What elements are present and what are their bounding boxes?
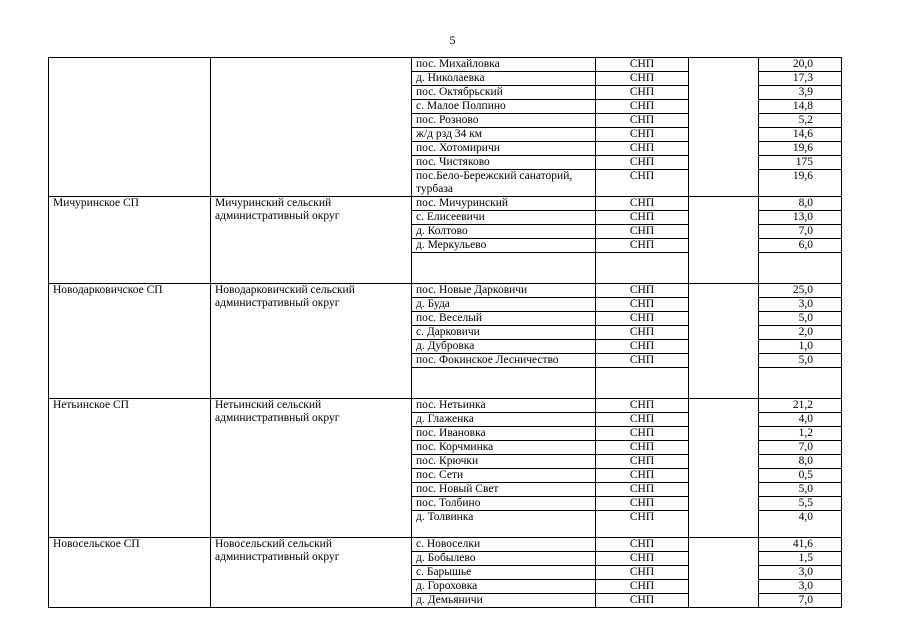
place-cell: пос. Михайловка: [412, 58, 596, 72]
type-cell: СНП: [596, 142, 689, 156]
type-cell: СНП: [596, 580, 689, 594]
sp-cell: Новодарковичское СП: [49, 284, 211, 399]
place-cell: пос. Мичуринский: [412, 197, 596, 211]
place-cell: [412, 368, 596, 399]
okrug-cell: Нетьинский сельский административный округ: [211, 399, 412, 538]
okrug-cell: [211, 58, 412, 197]
value-cell: 19,6: [759, 170, 842, 197]
value-cell: 5,5: [759, 497, 842, 511]
type-cell: СНП: [596, 298, 689, 312]
place-cell: пос. Хотомиричи: [412, 142, 596, 156]
value-cell: 14,6: [759, 128, 842, 142]
table-row: [49, 284, 842, 298]
place-cell: д. Меркульево: [412, 239, 596, 253]
empty-cell: [689, 399, 759, 538]
value-cell: 20,0: [759, 58, 842, 72]
type-cell: СНП: [596, 566, 689, 580]
value-cell: [759, 253, 842, 284]
type-cell: СНП: [596, 114, 689, 128]
place-cell: д. Демьяничи: [412, 594, 596, 608]
empty-cell: [689, 197, 759, 284]
type-cell: СНП: [596, 594, 689, 608]
type-cell: СНП: [596, 170, 689, 197]
value-cell: 7,0: [759, 441, 842, 455]
type-cell: СНП: [596, 511, 689, 538]
page-number: 5: [449, 33, 456, 47]
value-cell: 0,5: [759, 469, 842, 483]
empty-cell: [689, 284, 759, 399]
value-cell: 6,0: [759, 239, 842, 253]
value-cell: 5,2: [759, 114, 842, 128]
place-cell: пос. Крючки: [412, 455, 596, 469]
value-cell: 4,0: [759, 413, 842, 427]
value-cell: 5,0: [759, 483, 842, 497]
type-cell: СНП: [596, 354, 689, 368]
empty-cell: [689, 538, 759, 608]
place-cell: с. Малое Полпино: [412, 100, 596, 114]
value-cell: 41,6: [759, 538, 842, 552]
table-row: [49, 197, 842, 211]
value-cell: 3,0: [759, 580, 842, 594]
value-cell: 7,0: [759, 225, 842, 239]
type-cell: СНП: [596, 211, 689, 225]
place-cell: д. Николаевка: [412, 72, 596, 86]
place-cell: пос. Октябрьский: [412, 86, 596, 100]
value-cell: 7,0: [759, 594, 842, 608]
value-cell: 3,0: [759, 298, 842, 312]
value-cell: 1,2: [759, 427, 842, 441]
type-cell: СНП: [596, 128, 689, 142]
type-cell: СНП: [596, 340, 689, 354]
place-cell: с. Новоселки: [412, 538, 596, 552]
type-cell: СНП: [596, 86, 689, 100]
type-cell: СНП: [596, 469, 689, 483]
place-cell: д. Толвинка: [412, 511, 596, 538]
value-cell: 17,3: [759, 72, 842, 86]
place-cell: пос. Нетьинка: [412, 399, 596, 413]
place-cell: д. Буда: [412, 298, 596, 312]
value-cell: 13,0: [759, 211, 842, 225]
place-cell: пос. Новый Свет: [412, 483, 596, 497]
place-cell: пос. Сети: [412, 469, 596, 483]
type-cell: СНП: [596, 455, 689, 469]
value-cell: 3,0: [759, 566, 842, 580]
place-cell: пос. Фокинское Лесничество: [412, 354, 596, 368]
empty-cell: [689, 58, 759, 197]
type-cell: СНП: [596, 552, 689, 566]
settlements-table: [48, 57, 842, 608]
value-cell: 4,0: [759, 511, 842, 538]
type-cell: СНП: [596, 497, 689, 511]
okrug-cell: Новодарковичский сельский административный округ: [211, 284, 412, 399]
type-cell: СНП: [596, 239, 689, 253]
type-cell: СНП: [596, 312, 689, 326]
place-cell: д. Бобылево: [412, 552, 596, 566]
table-row: [49, 58, 842, 72]
type-cell: СНП: [596, 427, 689, 441]
sp-cell: [49, 58, 211, 197]
type-cell: СНП: [596, 538, 689, 552]
place-cell: пос. Розново: [412, 114, 596, 128]
sp-cell: Нетьинское СП: [49, 399, 211, 538]
type-cell: [596, 368, 689, 399]
place-cell: пос. Ивановка: [412, 427, 596, 441]
value-cell: 5,0: [759, 312, 842, 326]
place-cell: пос. Толбино: [412, 497, 596, 511]
type-cell: СНП: [596, 441, 689, 455]
value-cell: 2,0: [759, 326, 842, 340]
value-cell: 14,8: [759, 100, 842, 114]
value-cell: 25,0: [759, 284, 842, 298]
value-cell: 8,0: [759, 455, 842, 469]
place-cell: д. Дубровка: [412, 340, 596, 354]
place-cell: пос. Чистяково: [412, 156, 596, 170]
type-cell: СНП: [596, 156, 689, 170]
place-cell: с. Барышье: [412, 566, 596, 580]
type-cell: СНП: [596, 483, 689, 497]
value-cell: 1,5: [759, 552, 842, 566]
place-cell: пос. Веселый: [412, 312, 596, 326]
value-cell: 5,0: [759, 354, 842, 368]
type-cell: СНП: [596, 58, 689, 72]
type-cell: СНП: [596, 225, 689, 239]
table-row: [49, 538, 842, 552]
value-cell: 175: [759, 156, 842, 170]
table-row: [49, 399, 842, 413]
place-cell: пос. Корчминка: [412, 441, 596, 455]
type-cell: СНП: [596, 413, 689, 427]
type-cell: СНП: [596, 72, 689, 86]
type-cell: СНП: [596, 100, 689, 114]
place-cell: с. Дарковичи: [412, 326, 596, 340]
sp-cell: Новосельское СП: [49, 538, 211, 608]
place-cell: д. Глаженка: [412, 413, 596, 427]
place-cell: пос.Бело-Бережский санаторий, турбаза: [412, 170, 596, 197]
type-cell: [596, 253, 689, 284]
value-cell: [759, 368, 842, 399]
type-cell: СНП: [596, 399, 689, 413]
place-cell: [412, 253, 596, 284]
place-cell: д. Колтово: [412, 225, 596, 239]
value-cell: 8,0: [759, 197, 842, 211]
place-cell: пос. Новые Дарковичи: [412, 284, 596, 298]
sp-cell: Мичуринское СП: [49, 197, 211, 284]
type-cell: СНП: [596, 326, 689, 340]
place-cell: д. Гороховка: [412, 580, 596, 594]
okrug-cell: Новосельский сельский административный округ: [211, 538, 412, 608]
place-cell: с. Елисеевичи: [412, 211, 596, 225]
place-cell: ж/д рзд 34 км: [412, 128, 596, 142]
value-cell: 21,2: [759, 399, 842, 413]
value-cell: 3,9: [759, 86, 842, 100]
value-cell: 1,0: [759, 340, 842, 354]
type-cell: СНП: [596, 284, 689, 298]
type-cell: СНП: [596, 197, 689, 211]
value-cell: 19,6: [759, 142, 842, 156]
okrug-cell: Мичуринский сельский административный округ: [211, 197, 412, 284]
